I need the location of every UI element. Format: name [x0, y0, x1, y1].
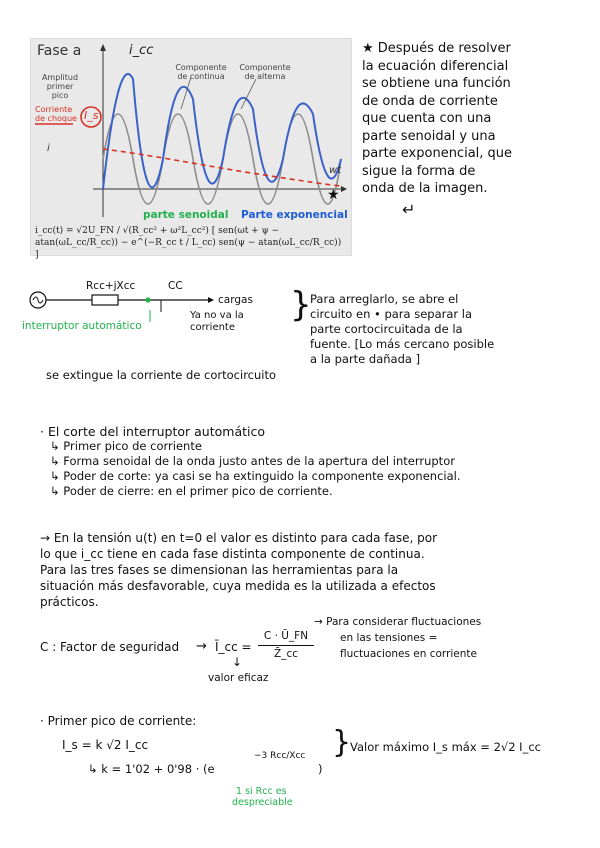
interruptor-label: interruptor automático [22, 320, 142, 332]
factor-c-label: C : Factor de seguridad [40, 640, 180, 654]
corte-section [40, 424, 590, 499]
note-line-6: parte exponencial, que [362, 146, 513, 161]
pico-k-close: ) [318, 762, 323, 776]
bracket-text [310, 292, 595, 367]
wt-label: wt [329, 165, 342, 176]
bracket-line-2: parte cortocircuitada de la [310, 322, 463, 336]
pico-note-green-2: despreciable [232, 797, 293, 808]
star-icon-note: ★ [362, 41, 374, 56]
tension-line-3: situación más desfavorable, cuya medida es la utilizada a efectos [40, 579, 436, 593]
fase-label: Fase a [37, 43, 82, 59]
note-right [362, 40, 592, 219]
factor-fraction-line [258, 645, 314, 646]
icc-formula: i_cc(t) = √2U_FN / √(R_cc² + ω²L_cc²) [ sen(ωt + ψ − atan(ωL_cc/R_cc)) − e^(−R_cc t / L_cc) sen(ψ − atan(ωL_cc/R_cc)) ] [35, 226, 342, 260]
factor-note-2: en las tensiones = [340, 632, 438, 644]
bracket-icon: } [290, 285, 312, 325]
corriente-choque-label: Corriente de choque [35, 105, 77, 123]
bracket-line-3: fuente. [Lo más cercano posible [310, 337, 495, 351]
bracket-line-0: Para arreglarlo, se abre el [310, 292, 459, 306]
corte-item-1: ↳ Forma senoidal de la onda justo antes de la apertura del interruptor [50, 454, 455, 468]
corte-title: · El corte del interruptor automático [40, 424, 266, 439]
pico-is-eq: I_s = k √2 I_cc [62, 738, 149, 752]
factor-icc-eq: Ī_cc = [215, 640, 252, 654]
parte-exponencial-label: Parte exponencial [241, 209, 348, 221]
factor-denominator: Z̄_cc [274, 648, 298, 660]
tension-line-0: → En la tensión u(t) en t=0 el valor es distinto para cada fase, por [40, 531, 438, 545]
cargas-label: cargas [218, 294, 253, 306]
factor-numerator: C · Ū_FN [263, 630, 309, 642]
tension-line-2: Para las tres fases se dimensionan las herramientas para la [40, 563, 399, 577]
corte-item-0: ↳ Primer pico de corriente [50, 439, 202, 453]
pico-max: Valor máximo I_s máx = 2√2 I_cc [350, 740, 541, 754]
bracket-line-1: circuito en • para separar la [310, 307, 473, 321]
breaker-point [145, 297, 150, 302]
star-icon: ★ [327, 187, 340, 203]
note-line-1: la ecuación diferencial [362, 58, 509, 74]
comp-alterna-label: Componente de alterna [239, 63, 291, 81]
pico-k-eq: ↳ k = 1'02 + 0'98 · (e [88, 762, 215, 776]
comp-continua-label: Componente de continua [175, 63, 227, 81]
note-line-2: se obtiene una función [362, 76, 511, 91]
note-line-5: parte senoidal y una [362, 128, 496, 144]
note-line-8: onda de la imagen. [362, 181, 488, 196]
factor-arrow-icon: → [196, 639, 207, 654]
icc-label: i_cc [129, 43, 154, 58]
tension-line-1: lo que i_cc tiene en cada fase distinta componente de continua. [40, 547, 425, 561]
pico-title: · Primer pico de corriente: [40, 714, 197, 728]
i-label: i [47, 143, 50, 154]
note-line-4: que cuenta con una [362, 111, 492, 126]
impedance-box [92, 295, 118, 305]
pico-bracket-icon: } [332, 725, 352, 760]
impedance-label: Rcc+jXcc [86, 280, 136, 292]
parte-senoidal-label: parte senoidal [143, 209, 229, 221]
note-line-0: Después de resolver [377, 41, 511, 56]
down-arrow-icon: ↓ [232, 655, 243, 669]
corte-item-2: ↳ Poder de corte: ya casi se ha extinguido la componente exponencial. [50, 469, 461, 483]
pico-note-green-1: 1 si Rcc es [236, 786, 287, 797]
tension-line-4: prácticos. [40, 595, 99, 609]
waveform-figure [30, 38, 352, 260]
icc-curve [103, 74, 341, 189]
factor-note-1: → Para considerar fluctuaciones [314, 616, 482, 628]
note-line-7: sigue la forma de [362, 163, 476, 179]
pico-k-exp: −3 Rcc/Xcc [254, 751, 306, 761]
bracket-line-4: a la parte dañada ] [310, 352, 421, 366]
amplitud-label: Amplitud primer pico [41, 73, 79, 100]
tension-section [40, 530, 595, 610]
corte-item-3: ↳ Poder de cierre: en el primer pico de corriente. [50, 484, 333, 498]
continua-curve [103, 149, 341, 186]
valor-eficaz-label: valor eficaz [208, 672, 269, 684]
cc-label: CC [168, 280, 183, 292]
extingue-label: se extingue la corriente de cortocircuito [46, 368, 277, 382]
note-line-3: de onda de corriente [362, 93, 498, 109]
factor-note-3: fluctuaciones en corriente [340, 648, 477, 660]
return-arrow-icon: ↵ [402, 199, 416, 219]
is-label: I_s [84, 109, 99, 122]
ya-no-label: Ya no va la corriente [190, 310, 244, 333]
